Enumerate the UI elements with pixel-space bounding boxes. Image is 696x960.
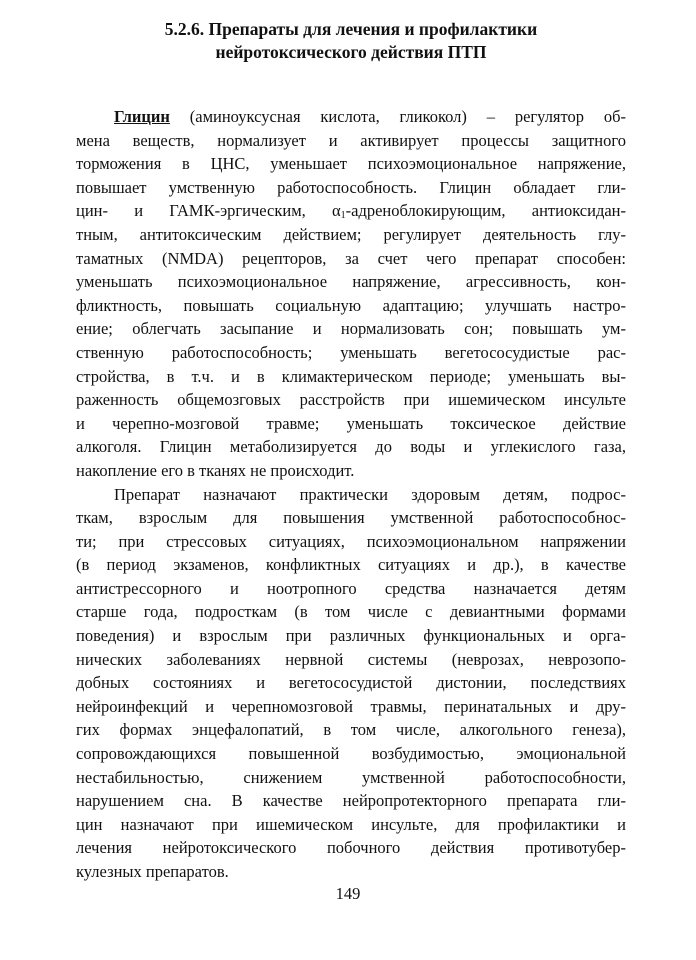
text-line: нических заболеваниях нервной системы (неврозах, неврозопо- [76, 649, 626, 669]
text-line: ткам, взрослым для повышения умственной работоспособнос- [76, 508, 626, 528]
text-line: уменьшать психоэмоциональное напряжение, агрессивность, кон- [76, 272, 626, 292]
page-number: 149 [335, 884, 361, 903]
section-heading [76, 18, 626, 64]
glycine-term: Глицин [114, 107, 170, 126]
text-line: раженность общемозговых расстройств при ишемическом инсульте [76, 390, 626, 410]
text-line: кулезных препаратов. [76, 862, 229, 881]
section-heading-line-1: 5.2.6. Препараты для лечения и профилактики [164, 19, 538, 39]
page-content [76, 18, 626, 884]
text-line: лечения нейротоксического побочного действия противотубер- [76, 838, 626, 858]
text-line: тным, антитоксическим действием; регулирует деятельность глу- [76, 224, 626, 244]
text-line: нейроинфекций и черепномозговой травмы, перинатальных и дру- [76, 696, 626, 716]
text-line: таматных (NMDA) рецепторов, за счет чего препарат способен: [76, 248, 626, 268]
text-line-segment: (аминоуксусная кислота, гликокол) – регулятор об- [169, 107, 626, 126]
text-line: сопровождающихся повышенной возбудимостью, эмоциональной [76, 744, 626, 764]
text-line: повышает умственную работоспособность. Глицин обладает гли- [76, 177, 626, 197]
text-line: ственную работоспособность; уменьшать вегетососудистые рас- [76, 342, 626, 362]
text-line: антистрессорного и ноотропного средства назначается детям [76, 578, 626, 598]
text-line: цин назначают при ишемическом инсульте, для профилактики и [76, 814, 626, 834]
text-line: Препарат назначают практически здоровым детям, подрос- [114, 484, 626, 504]
section-heading-line-2: нейротоксического действия ПТП [215, 42, 487, 62]
text-line: накопление его в тканях не происходит. [76, 460, 355, 480]
text-line [76, 105, 626, 129]
text-line: поведения) и взрослым при различных функциональных и орга- [76, 626, 626, 646]
paragraph-glycine-description [76, 105, 626, 483]
text-line: гих формах энцефалопатий, в том числе, алкогольного генеза), [76, 720, 626, 740]
text-line: алкоголя. Глицин метаболизируется до воды и углекислого газа, [76, 437, 626, 457]
text-line: торможения в ЦНС, уменьшает психоэмоциональное напряжение, [76, 154, 626, 174]
text-line-segment: -адреноблокирующим, антиоксидан- [345, 201, 626, 221]
text-line: нестабильностью, снижением умственной работоспособности, [76, 767, 626, 787]
text-line [76, 199, 626, 223]
alpha-subscript: 1 [340, 210, 346, 222]
text-line-segment: цин- и ГАМК-эргическим, α [76, 201, 341, 221]
text-line: ение; облегчать засыпание и нормализовать сон; повышать ум- [76, 319, 626, 339]
text-line: ти; при стрессовых ситуациях, психоэмоциональном напряжении [76, 531, 626, 551]
text-line: фликтность, повышать социальную адаптацию; улучшать настро- [76, 295, 626, 315]
text-line: и черепно-мозговой травме; уменьшать токсическое действие [76, 413, 626, 433]
text-line: мена веществ, нормализует и активирует процессы защитного [76, 130, 626, 150]
text-line: стройства, в т.ч. и в климактерическом периоде; уменьшать вы- [76, 366, 626, 386]
paragraph-glycine-indications [76, 483, 626, 884]
text-line: добных состояниях и вегетососудистой дистонии, последствиях [76, 673, 626, 693]
text-line: (в период экзаменов, конфликтных ситуациях и др.), в качестве [76, 555, 626, 575]
text-line: старше года, подросткам (в том числе с девиантными формами [76, 602, 626, 622]
text-line: нарушением сна. В качестве нейропротекторного препарата гли- [76, 791, 626, 811]
